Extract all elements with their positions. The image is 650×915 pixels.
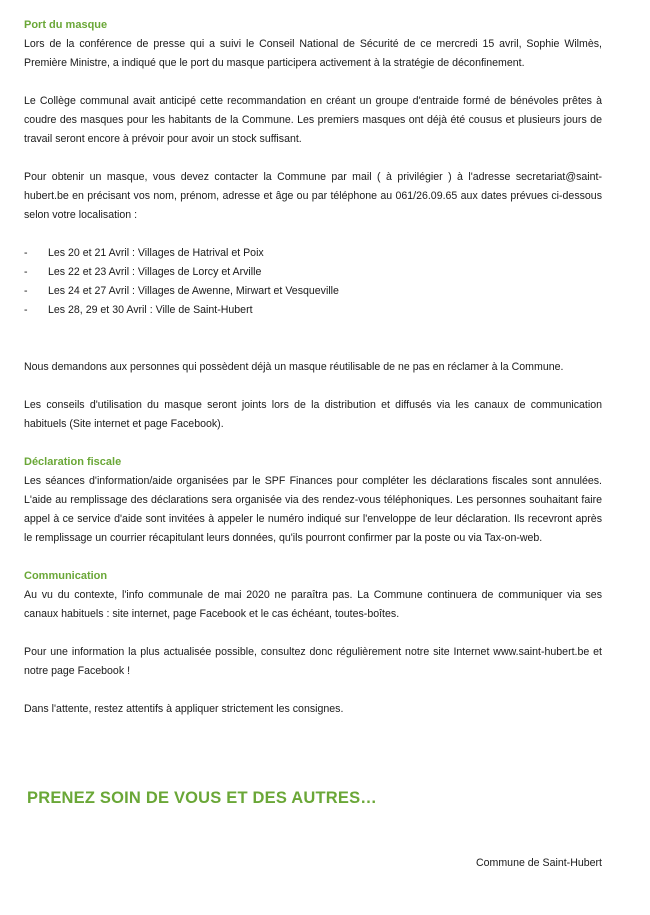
spacer [24, 548, 602, 567]
spacer [24, 681, 602, 700]
signature: Commune de Saint-Hubert [475, 857, 602, 869]
heading-declaration-fiscale: Déclaration fiscale [24, 456, 122, 468]
list-item-text: Les 28, 29 et 30 Avril : Ville de Saint-Hubert [48, 304, 253, 316]
paragraph-communication-2: Pour une information la plus actualisée possible, consultez donc régulièrement notre site Internet www.saint-hubert.be et notre page Facebook ! [24, 646, 602, 677]
paragraph-masque-1: Lors de la conférence de presse qui a suivi le Conseil National de Sécurité de ce mercredi 15 avril, Sophie Wilmès, Première Ministre, a indiqué que le port du masque participera activement à la stratégie de déconfinement. [24, 38, 602, 69]
paragraph-masque-2: Le Collège communal avait anticipé cette recommandation en créant un groupe d'entraide formé de bénévoles prêtes à coudre des masques pour les habitants de la Commune. Les premiers masques ont déjà été cousus et plusieurs jours de travail seront encore à prévoir pour avoir un stock suffisant. [24, 95, 602, 145]
bullet-dash: - [24, 266, 28, 278]
paragraph-masque-3: Pour obtenir un masque, vous devez contacter la Commune par mail ( à privilégier ) à l'adresse secretariat@saint-hubert.be en précisant vos nom, prénom, adresse et âge ou par téléphone au 061/26.09.65 aux dates prévues ci-dessous selon votre localisation : [24, 171, 602, 221]
spacer [24, 149, 602, 168]
bullet-dash: - [24, 247, 28, 259]
paragraph-masque-5: Les conseils d'utilisation du masque seront joints lors de la distribution et diffusés via les canaux de communication habituels (Site internet et page Facebook). [24, 399, 602, 430]
spacer [24, 73, 602, 92]
paragraph-fiscale-1: Les séances d'information/aide organisées par le SPF Finances pour compléter les déclarations fiscales sont annulées. L'aide au remplissage des déclarations sera organisée via des rendez-vous téléphoniques. Les personnes souhaitant faire appel à ce service d'aide sont invitées à appeler le numéro indiqué sur l'enveloppe de leur déclaration. Ils recevront après le remplissage un courrier récapitulant leurs données, qu'ils pourront confirmer par la poste ou via Tax-on-web. [24, 475, 602, 544]
list-item-text: Les 22 et 23 Avril : Villages de Lorcy et Arville [48, 266, 262, 278]
heading-port-du-masque: Port du masque [24, 19, 108, 31]
paragraph-masque-4: Nous demandons aux personnes qui possèdent déjà un masque réutilisable de ne pas en réclamer à la Commune. [24, 361, 564, 373]
bullet-dash: - [24, 304, 28, 316]
spacer [24, 320, 602, 358]
distribution-dates-list [24, 244, 602, 320]
paragraph-communication-3: Dans l'attente, restez attentifs à appliquer strictement les consignes. [24, 703, 344, 715]
heading-communication: Communication [24, 570, 108, 582]
paragraph-communication-1: Au vu du contexte, l'info communale de mai 2020 ne paraîtra pas. La Commune continuera de communiquer via ses canaux habituels : site internet, page Facebook et le cas échéant, toutes-boîtes. [24, 589, 602, 620]
list-item [24, 301, 602, 320]
spacer [24, 624, 602, 643]
document-body [24, 16, 602, 719]
spacer [24, 225, 602, 244]
list-item [24, 244, 602, 263]
closing-slogan: PRENEZ SOIN DE VOUS ET DES AUTRES… [27, 789, 377, 807]
bullet-dash: - [24, 285, 28, 297]
list-item [24, 263, 602, 282]
list-item-text: Les 24 et 27 Avril : Villages de Awenne, Mirwart et Vesqueville [48, 285, 339, 297]
spacer [24, 434, 602, 453]
spacer [24, 377, 602, 396]
list-item [24, 282, 602, 301]
list-item-text: Les 20 et 21 Avril : Villages de Hatrival et Poix [48, 247, 264, 259]
